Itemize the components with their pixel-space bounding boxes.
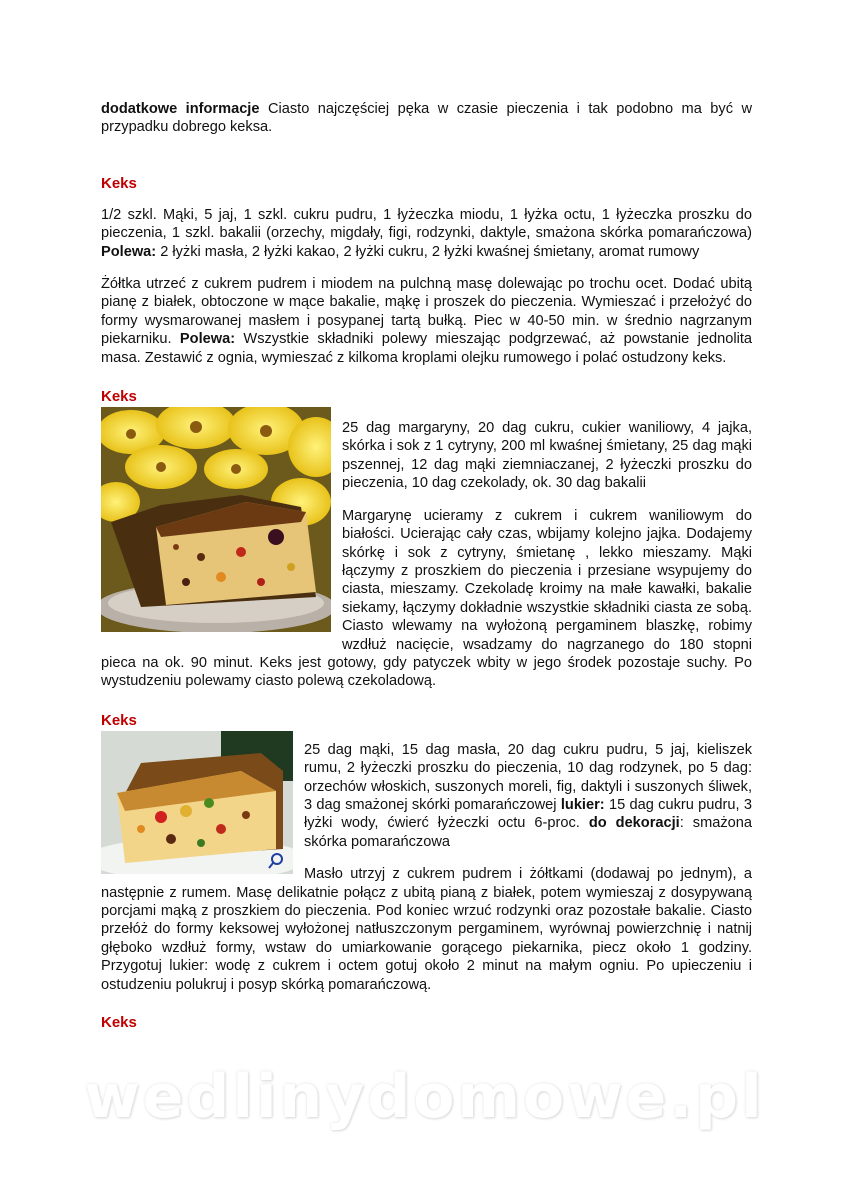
recipe-3-decoration-label: do dekoracji [588, 815, 680, 832]
recipe-2-ingredients: 25 dag margaryny, 20 dag cukru, cukier waniliowy, 4 jajka, skórka i sok z 1 cytryny, 200 ml kwaśnej śmietany, 25 dag mąki pszennej, 12 dag mąki ziemniaczanej, 2 łyżeczki proszku do pieczenia, 10 dag czekolady, ok. 30 dag bakalii [342, 420, 752, 492]
recipe-2-title: Keks [101, 388, 137, 406]
info-text: Ciasto najczęściej pęka w czasie pieczenia i tak podobno ma być w przypadku dobrego keksa. [101, 101, 752, 136]
recipe-3-icing-text: 15 dag cukru pudru, 3 łyżki wody, ćwierć łyżeczki octu 6-proc. [304, 796, 752, 832]
recipe-3-decoration-text: : smażona skórka pomarańczowa [304, 815, 752, 850]
recipe-3-ingredients-text: 25 dag mąki, 15 dag masła, 20 dag cukru pudru, 5 jaj, kieliszek rumu, 2 łyżeczki proszku do pieczenia, 10 dag rodzynek, po 5 dag: orzechów włoskich, suszonych moreli, fig, daktyli i suszonych śliwek, 3 dag smażonej skórki pomarańczowej [304, 741, 752, 813]
recipe-1-method-glaze-label: Polewa: [179, 331, 236, 348]
cake-photo-slices [101, 731, 293, 874]
recipe-1-ingredients [101, 206, 752, 261]
info-label: dodatkowe informacje [101, 101, 260, 117]
cake-flowers-illustration [101, 407, 331, 632]
document-body [101, 100, 752, 1032]
recipe-1-title: Keks [101, 174, 137, 192]
intro-paragraph [101, 100, 752, 137]
recipe-2-method: Margarynę ucieramy z cukrem i cukrem waniliowym do białości. Ucierając cały czas, wbijamy kolejno jajka. Dodajemy skórkę i sok z cytryny, śmietanę , lekko mieszamy. Mąki łączymy z proszkiem do pieczenia i przesiane wsypujemy do ciasta, mieszamy. Czekoladę kroimy na małe kawałki, bakalie siekamy, łączymy dokładnie wszystkie składniki ciasta ze sobą. Ciasto wlewamy na wyłożoną pergaminem blaszkę, robimy wzdłuż nacięcie, wsadzamy do nagrzanego do 180 stopni pieca na ok. 90 minut. Keks jest gotowy, gdy patyczek wbity w jego środek pozostaje suchy. Po wystudzeniu polewamy ciasto polewą czekoladową. [101, 507, 752, 690]
recipe-3-icing-label: lukier: [560, 796, 605, 813]
recipe-2-body [101, 407, 752, 691]
cake-slices-illustration [101, 731, 293, 874]
watermark: wedlinydomowe.pl [84, 1062, 765, 1132]
cake-photo-flowers [101, 407, 331, 632]
recipe-1-method-text: Żółtka utrzeć z cukrem pudrem i miodem na pulchną masę dolewając po trochu ocet. Dodać ubitą pianę z białek, obtoczone w mące bakalie, mąkę i proszek do pieczenia. Wymieszać i przełożyć do formy wysmarowanej masłem i posypanej tartą bułką. Piec w 40-50 min. w średnio nagrzanym piekarniku. [101, 276, 752, 348]
recipe-1-glaze-label: Polewa: [101, 243, 157, 260]
recipe-3-body [101, 731, 752, 994]
recipe-3-method: Masło utrzyj z cukrem pudrem i żółtkami (dodawaj po jednym), a następnie z rumem. Masę delikatnie połącz z ubitą pianą z białek, potem wymieszaj z dosypywaną porcjami mąką z proszkiem do pieczenia. Pod koniec wrzuć rodzynki oraz pozostałe bakalie. Ciasto przełóż do formy keksowej wyłożonej natłuszczonym pergaminem, wyrównaj powierzchnię i natnij głęboko wzdłuż formy, wstaw do umiarkowanie gorącego piekarnika, piecz około 1 godziny. Przygotuj lukier: wodę z cukrem i octem gotuj około 2 minut na małym ogniu. Po upieczeniu i ostudzeniu polukruj i posyp skórką pomarańczową. [101, 866, 752, 993]
recipe-1-method [101, 275, 752, 367]
recipe-1-glaze-text: 2 łyżki masła, 2 łyżki kakao, 2 łyżki cukru, 2 łyżki kwaśnej śmietany, aromat rumowy [156, 243, 700, 260]
recipe-4-title: Keks [101, 1014, 137, 1032]
recipe-1-ingredients-text: 1/2 szkl. Mąki, 5 jaj, 1 szkl. cukru pudru, 1 łyżeczka miodu, 1 łyżka octu, 1 łyżeczka proszku do pieczenia, 1 szkl. bakalii (orzechy, migdały, figi, rodzynki, daktyle, smażona skórka pomarańczowa) [101, 206, 752, 242]
recipe-1-method-glaze-text: Wszystkie składniki polewy mieszając podgrzewać, aż powstanie jednolita masa. Zestawić z ognia, wymieszać z kilkoma kroplami olejku rumowego i polać ostudzony keks. [101, 331, 752, 366]
recipe-3-title: Keks [101, 711, 137, 729]
